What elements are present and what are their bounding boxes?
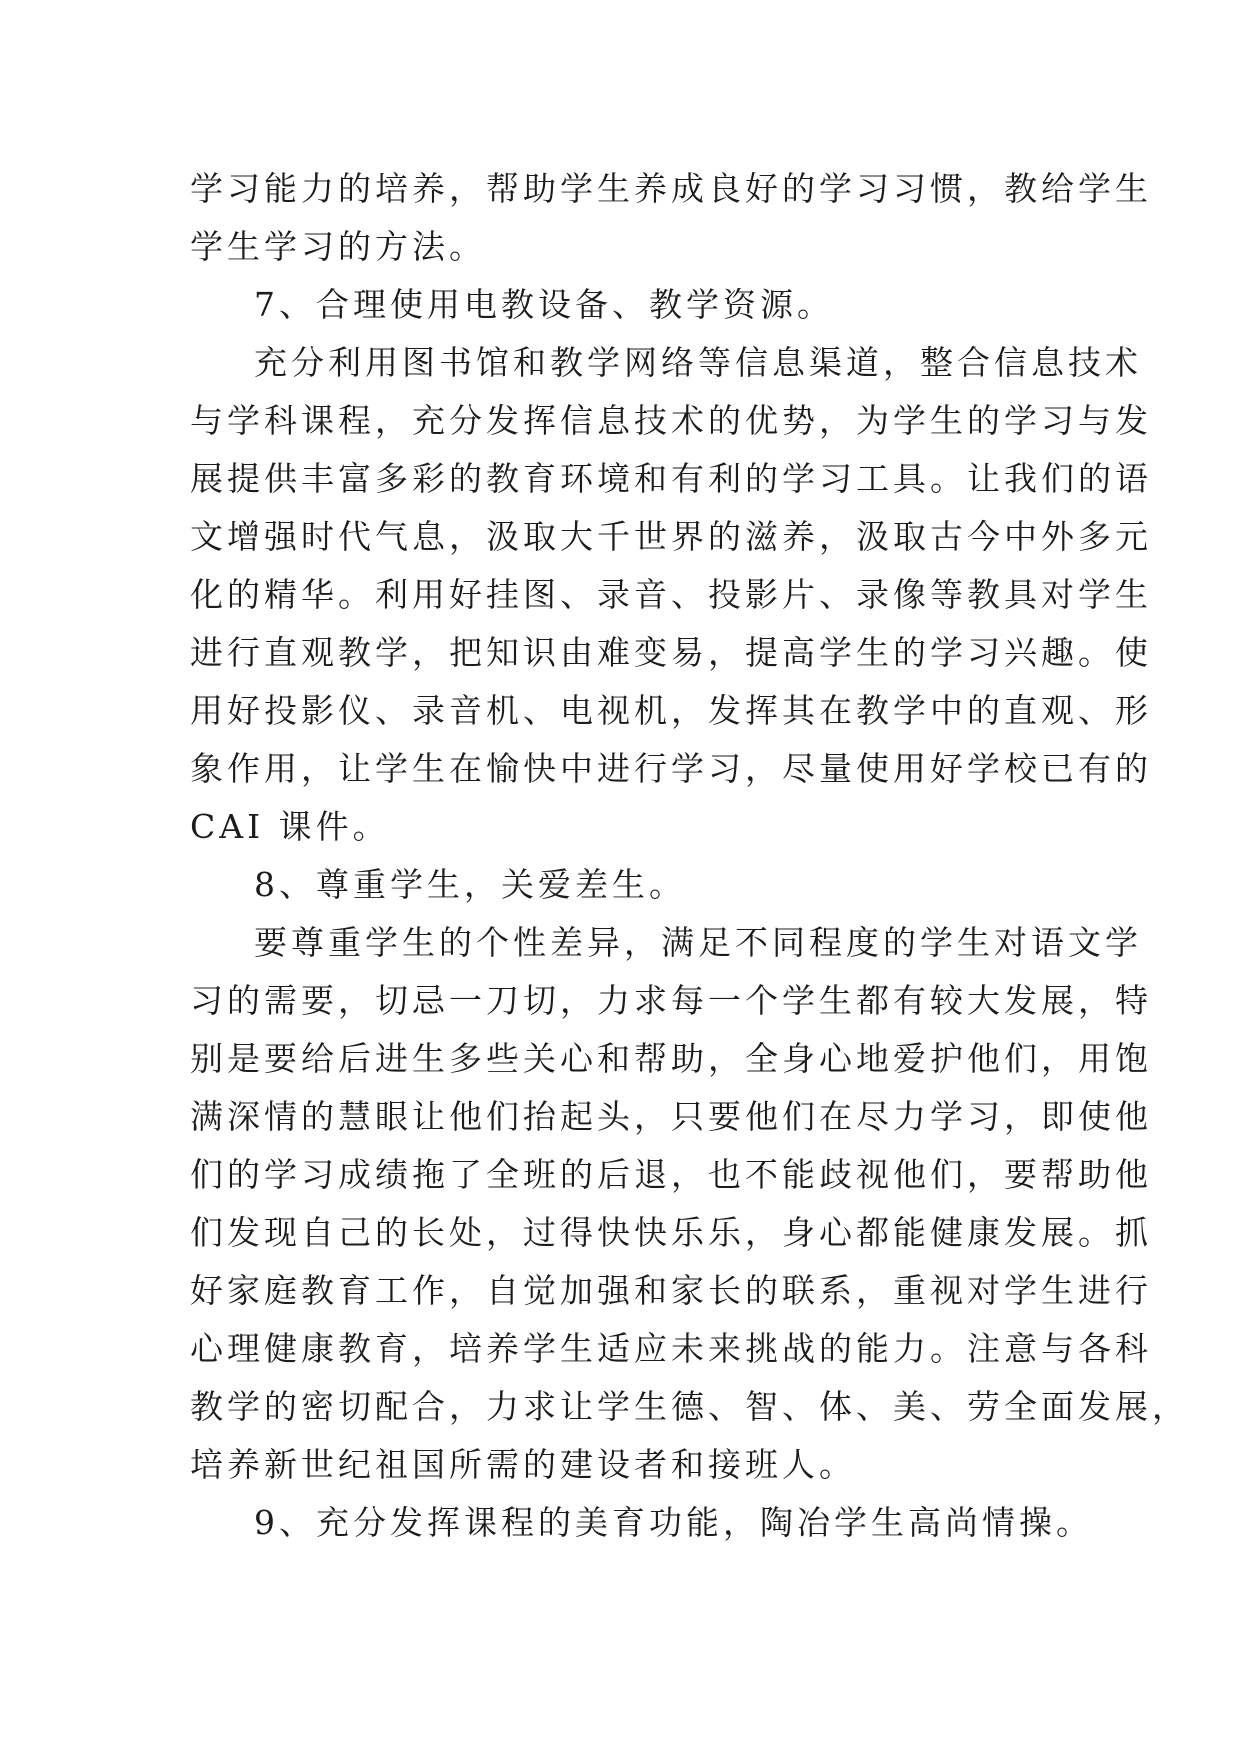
text-line: 展提供丰富多彩的教育环境和有利的学习工具。让我们的语: [190, 459, 1152, 498]
text-line: 象作用，让学生在愉快中进行学习，尽量使用好学校已有的: [190, 749, 1152, 788]
text-line: 教学的密切配合，力求让学生德、智、体、美、劳全面发展，: [190, 1387, 1189, 1426]
text-line: 化的精华。利用好挂图、录音、投影片、录像等教具对学生: [190, 575, 1152, 614]
text-line: 习的需要，切忌一刀切，力求每一个学生都有较大发展，特: [190, 981, 1152, 1020]
text-line: 满深情的慧眼让他们抬起头，只要他们在尽力学习，即使他: [190, 1097, 1152, 1136]
text-line: 心理健康教育，培养学生适应未来挑战的能力。注意与各科: [190, 1329, 1152, 1368]
text-line: 别是要给后进生多些关心和帮助，全身心地爱护他们，用饱: [190, 1039, 1152, 1078]
section-heading-9: 9、充分发挥课程的美育功能，陶冶学生高尚情操。: [254, 1503, 1093, 1542]
text-line: 进行直观教学，把知识由难变易，提高学生的学习兴趣。使: [190, 633, 1152, 672]
text-line: 们的学习成绩拖了全班的后退，也不能歧视他们，要帮助他: [190, 1155, 1152, 1194]
text-line: 要尊重学生的个性差异，满足不同程度的学生对语文学: [254, 923, 1142, 962]
text-line: 好家庭教育工作，自觉加强和家长的联系，重视对学生进行: [190, 1271, 1152, 1310]
text-line: 充分利用图书馆和教学网络等信息渠道，整合信息技术: [254, 343, 1142, 382]
text-line: 们发现自己的长处，过得快快乐乐，身心都能健康发展。抓: [190, 1213, 1152, 1252]
text-line: 培养新世纪祖国所需的建设者和接班人。: [190, 1445, 856, 1484]
text-line: CAI 课件。: [190, 807, 390, 846]
section-heading-8: 8、尊重学生，关爱差生。: [254, 865, 686, 904]
text-line: 学生学习的方法。: [190, 227, 486, 266]
text-line: 学习能力的培养，帮助学生养成良好的学习习惯，教给学生: [190, 169, 1152, 208]
section-heading-7: 7、合理使用电教设备、教学资源。: [254, 285, 834, 324]
text-line: 与学科课程，充分发挥信息技术的优势，为学生的学习与发: [190, 401, 1152, 440]
body-text: [190, 160, 1189, 1552]
text-line: 文增强时代气息，汲取大千世界的滋养，汲取古今中外多元: [190, 517, 1152, 556]
text-line: 用好投影仪、录音机、电视机，发挥其在教学中的直观、形: [190, 691, 1152, 730]
